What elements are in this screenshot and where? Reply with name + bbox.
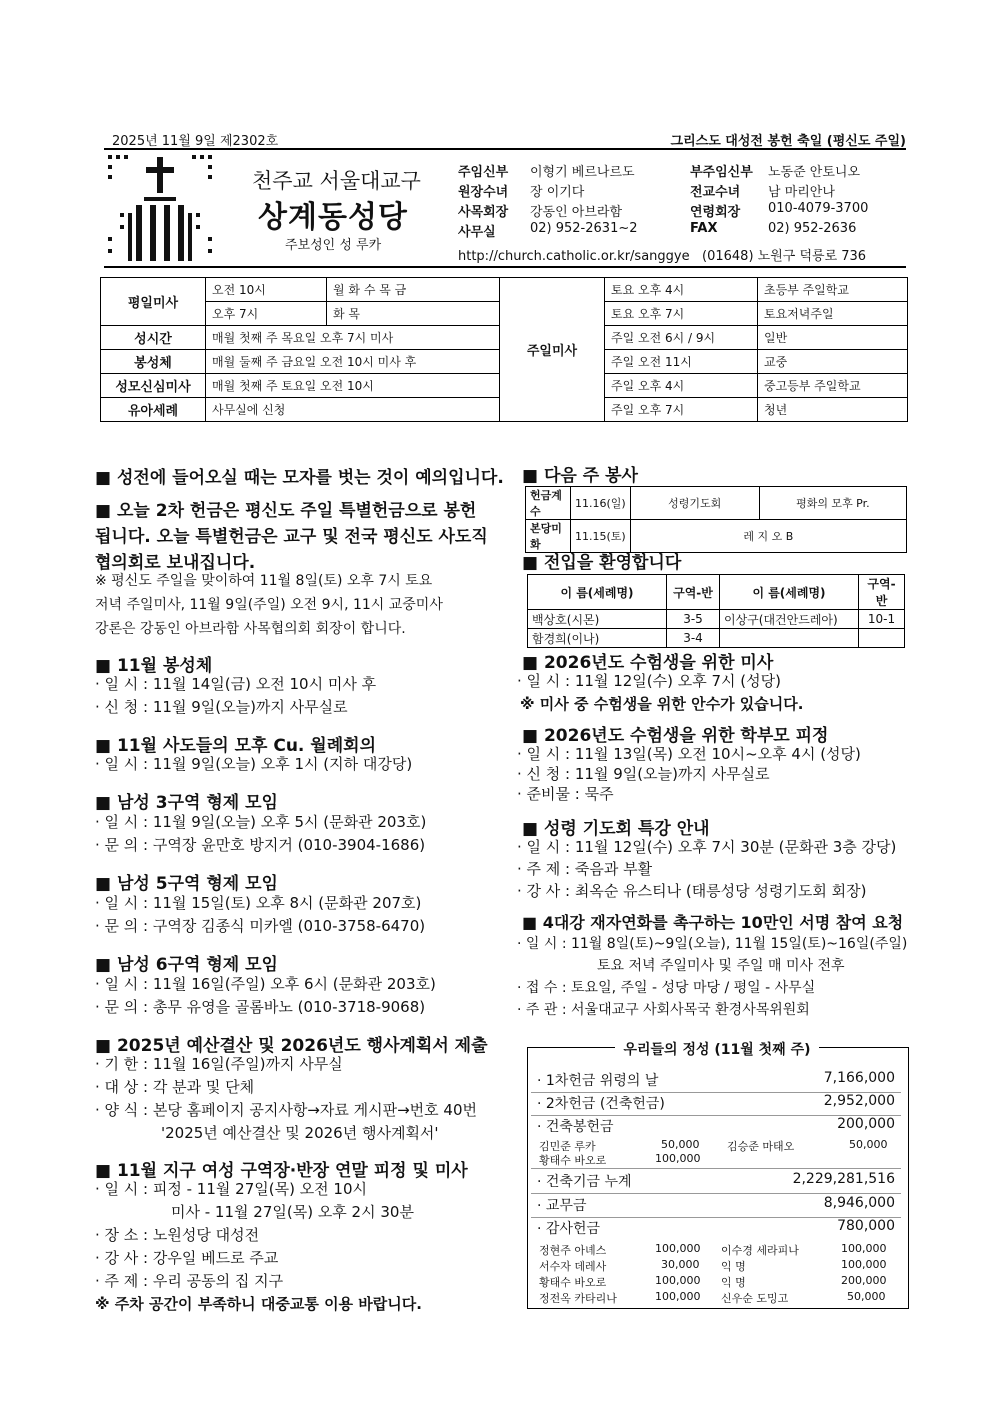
section-line: · 신 청 : 11월 9일(오늘)까지 사무실로 <box>517 765 770 783</box>
donor-name: 정전옥 카타리나 <box>539 1292 617 1305</box>
service-cell: 레 지 오 B <box>630 520 906 553</box>
schedule-cell: 중고등부 주일학교 <box>758 374 908 398</box>
parish-url[interactable]: http://church.catholic.or.kr/sanggye <box>458 249 690 264</box>
welcome-cell: 이상구(대건안드레아) <box>720 610 859 629</box>
section-line: · 기 한 : 11월 16일(주일)까지 사무실 <box>95 1055 343 1073</box>
offering-title-text: 우리들의 정성 (11월 첫째 주) <box>615 1042 818 1058</box>
donor-amount: 100,000 <box>655 1242 701 1255</box>
section-title: ■ 11월 봉성체 <box>95 656 213 676</box>
donor-name: 이수경 세라피나 <box>721 1244 799 1257</box>
offering-name: · 건축기금 누계 <box>537 1174 632 1190</box>
notice-offering-line: 협의회로 보내집니다. <box>95 553 256 573</box>
staff-value: 010-4079-3700 <box>768 201 869 216</box>
section-title: ■ 2026년도 수험생을 위한 학부모 피정 <box>522 726 829 746</box>
patron-saint: 주보성인 성 루카 <box>285 238 382 253</box>
offering-row <box>531 1070 901 1093</box>
staff-label: 사무실 <box>458 225 496 240</box>
notice-offering-line: ■ 오늘 2차 헌금은 평신도 주일 특별헌금으로 봉헌 <box>95 501 477 521</box>
section-title: ■ 다음 주 봉사 <box>522 466 638 486</box>
schedule-cell: 청년 <box>758 398 908 422</box>
offering-row <box>531 1195 901 1218</box>
donor-name: 신우순 도밍고 <box>721 1292 789 1305</box>
parish-logo-icon <box>106 153 216 263</box>
header-rule-top <box>104 148 906 150</box>
schedule-cell: 초등부 주일학교 <box>758 278 908 302</box>
schedule-row-label: 유아세례 <box>101 398 206 422</box>
staff-label: 사목회장 <box>458 205 509 220</box>
offering-amount: 780,000 <box>837 1218 895 1234</box>
staff-label: 주임신부 <box>458 165 509 180</box>
offering-name: · 2차헌금 (건축헌금) <box>537 1096 665 1112</box>
header-rule-bottom <box>104 266 906 268</box>
section-line: 토요 저녁 주일미사 및 주일 매 미사 전후 <box>597 958 845 974</box>
staff-value: 02) 952-2636 <box>768 221 857 236</box>
section-title: ■ 2025년 예산결산 및 2026년도 행사계획서 제출 <box>95 1036 488 1056</box>
service-cell: 11.16(일) <box>571 487 631 520</box>
welcome-cell: 3-4 <box>667 629 720 648</box>
donor-amount: 200,000 <box>841 1274 887 1287</box>
section-title: ■ 남성 6구역 형제 모임 <box>95 955 278 975</box>
donor-amount: 100,000 <box>655 1274 701 1287</box>
welcome-head: 구역-반 <box>667 575 720 610</box>
section-line: · 준비물 : 묵주 <box>517 785 614 803</box>
section-line: · 신 청 : 11월 9일(오늘)까지 사무실로 <box>95 698 348 716</box>
welcome-head: 이 름(세례명) <box>528 575 667 610</box>
section-title: ■ 성령 기도회 특강 안내 <box>522 819 710 839</box>
donor-name: 서수자 데레사 <box>539 1260 607 1273</box>
next-week-service-table <box>525 486 907 553</box>
service-cell: 헌금계수 <box>526 487 571 520</box>
section-note: ※ 미사 중 수험생을 위한 안수가 있습니다. <box>520 695 804 713</box>
weekday-mass-label: 평일미사 <box>101 278 206 326</box>
offering-name: · 교무금 <box>537 1198 587 1214</box>
section-line: · 일 시 : 11월 16일(주일) 오후 6시 (문화관 203호) <box>95 975 436 993</box>
donor-amount: 100,000 <box>655 1152 701 1165</box>
offering-amount: 200,000 <box>837 1116 895 1132</box>
section-line: · 일 시 : 11월 13일(목) 오전 10시~오후 4시 (성당) <box>517 745 861 763</box>
section-line: · 일 시 : 11월 8일(토)~9일(오늘), 11월 15일(토)~16일(주일) <box>517 936 908 952</box>
donor-amount: 100,000 <box>655 1290 701 1303</box>
staff-label: 원장수녀 <box>458 185 509 200</box>
parish-url-line <box>458 245 866 264</box>
service-cell: 본당미화 <box>526 520 571 553</box>
staff-value: 강동인 아브라함 <box>530 205 623 220</box>
offering-row <box>531 1218 901 1304</box>
section-title: ■ 2026년도 수험생을 위한 미사 <box>522 653 774 673</box>
sunday-mass-label: 주일미사 <box>500 278 605 422</box>
offering-row <box>531 1093 901 1116</box>
welcome-cell <box>859 629 905 648</box>
feast-name: 그리스도 대성전 봉헌 축일 (평신도 주일) <box>670 134 906 149</box>
donor-amount: 100,000 <box>841 1242 887 1255</box>
offering-row <box>531 1171 901 1194</box>
schedule-cell: 일반 <box>758 326 908 350</box>
offering-amount: 2,229,281,516 <box>792 1171 895 1187</box>
donor-name: 황태수 바오로 <box>539 1154 607 1167</box>
section-line: '2025년 예산결산 및 2026년 행사계획서' <box>161 1124 439 1142</box>
notice-offering-line: 됩니다. 오늘 특별헌금은 교구 및 전국 평신도 사도직 <box>95 527 488 547</box>
schedule-cell: 오전 10시 <box>206 278 327 302</box>
schedule-cell: 오후 7시 <box>206 302 327 326</box>
parish-name: 상계동성당 <box>258 200 408 235</box>
offering-title <box>527 1039 907 1059</box>
schedule-cell: 주일 오전 6시 / 9시 <box>605 326 758 350</box>
staff-label: 부주임신부 <box>690 165 753 180</box>
section-line: · 강 사 : 강우일 베드로 주교 <box>95 1249 279 1267</box>
service-cell: 평화의 모후 Pr. <box>759 487 906 520</box>
issue-number: 2025년 11월 9일 제2302호 <box>112 134 279 149</box>
schedule-cell: 월 화 수 목 금 <box>327 278 500 302</box>
service-cell: 11.15(토) <box>571 520 631 553</box>
donor-name: 정현주 아녜스 <box>539 1244 607 1257</box>
mass-schedule-table <box>100 277 908 422</box>
donor-name: 익 명 <box>721 1260 746 1273</box>
staff-label: FAX <box>690 221 718 236</box>
donor-amount: 50,000 <box>849 1138 888 1151</box>
offering-name: · 1차헌금 위령의 날 <box>537 1073 659 1089</box>
section-line: · 강 사 : 최옥순 유스티나 (태릉성당 성령기도회 회장) <box>517 882 867 900</box>
section-title: ■ 11월 사도들의 모후 Cu. 월례회의 <box>95 736 376 756</box>
section-line: · 대 상 : 각 분과 및 단체 <box>95 1078 255 1096</box>
schedule-cell: 토요 오후 4시 <box>605 278 758 302</box>
section-line: · 일 시 : 피정 - 11월 27일(목) 오전 10시 <box>95 1180 368 1198</box>
section-line: · 일 시 : 11월 9일(오늘) 오후 1시 (지하 대강당) <box>95 755 413 773</box>
welcome-cell: 3-5 <box>667 610 720 629</box>
welcome-table <box>527 574 905 648</box>
section-line: · 문 의 : 총무 유영을 골롬바노 (010-3718-9068) <box>95 998 426 1016</box>
section-line: · 접 수 : 토요일, 주일 - 성당 마당 / 평일 - 사무실 <box>517 980 816 996</box>
section-line: · 일 시 : 11월 12일(수) 오후 7시 30분 (문화관 3층 강당) <box>517 838 897 856</box>
schedule-cell: 매월 첫째 주 목요일 오후 7시 미사 <box>206 326 500 350</box>
schedule-cell: 매월 첫째 주 토요일 오전 10시 <box>206 374 500 398</box>
section-line: · 주 제 : 죽음과 부활 <box>517 860 653 878</box>
schedule-cell: 화 목 <box>327 302 500 326</box>
staff-info <box>458 161 908 241</box>
donor-amount: 30,000 <box>661 1258 700 1271</box>
schedule-cell: 토요저녁주일 <box>758 302 908 326</box>
schedule-cell: 주일 오후 4시 <box>605 374 758 398</box>
schedule-cell: 토요 오후 7시 <box>605 302 758 326</box>
staff-value: 이형기 베르나르도 <box>530 165 635 180</box>
section-line: · 주 관 : 서울대교구 사회사목국 환경사목위원회 <box>517 1002 810 1018</box>
welcome-cell: 10-1 <box>859 610 905 629</box>
section-title: ■ 11월 지구 여성 구역장·반장 연말 피정 및 미사 <box>95 1161 468 1181</box>
section-title: ■ 전입을 환영합니다 <box>522 553 682 573</box>
staff-label: 전교수녀 <box>690 185 741 200</box>
welcome-cell: 함경희(이나) <box>528 629 667 648</box>
notice-hat: ■ 성전에 들어오실 때는 모자를 벗는 것이 예의입니다. <box>95 468 504 488</box>
offering-amount: 8,946,000 <box>823 1195 895 1211</box>
note-line: 강론은 강동인 아브라함 사목협의회 회장이 합니다. <box>95 621 406 637</box>
parking-note: ※ 주차 공간이 부족하니 대중교통 이용 바랍니다. <box>95 1295 422 1313</box>
staff-value: 노동준 안토니오 <box>768 165 861 180</box>
donor-name: 익 명 <box>721 1276 746 1289</box>
offering-row <box>531 1116 901 1169</box>
note-line: 저녁 주일미사, 11월 9일(주일) 오전 9시, 11시 교중미사 <box>95 597 443 613</box>
diocese-name: 천주교 서울대교구 <box>252 169 421 193</box>
section-line: · 양 식 : 본당 홈페이지 공지사항→자료 게시판→번호 40번 <box>95 1101 477 1119</box>
welcome-head: 이 름(세례명) <box>720 575 859 610</box>
service-cell: 성령기도회 <box>630 487 759 520</box>
donor-name: 김민준 루카 <box>539 1140 596 1153</box>
section-line: · 일 시 : 11월 14일(금) 오전 10시 미사 후 <box>95 675 377 693</box>
section-line: · 일 시 : 11월 12일(수) 오후 7시 (성당) <box>517 672 781 690</box>
schedule-row-label: 성시간 <box>101 326 206 350</box>
parish-address: (01648) 노원구 덕릉로 736 <box>702 249 867 264</box>
welcome-head: 구역-반 <box>859 575 905 610</box>
offering-amount: 2,952,000 <box>823 1093 895 1109</box>
donor-name: 황태수 바오로 <box>539 1276 607 1289</box>
welcome-cell: 백상호(시몬) <box>528 610 667 629</box>
donor-amount: 50,000 <box>661 1138 700 1151</box>
donor-name: 김승준 마태오 <box>727 1140 795 1153</box>
section-line: · 일 시 : 11월 15일(토) 오후 8시 (문화관 207호) <box>95 894 422 912</box>
offering-name: · 감사헌금 <box>537 1221 600 1237</box>
schedule-cell: 주일 오전 11시 <box>605 350 758 374</box>
section-line: 미사 - 11월 27일(목) 오후 2시 30분 <box>171 1203 414 1221</box>
section-line: · 문 의 : 구역장 김종식 미카엘 (010-3758-6470) <box>95 917 426 935</box>
schedule-row-label: 성모신심미사 <box>101 374 206 398</box>
section-title: ■ 4대강 재자연화를 촉구하는 10만인 서명 참여 요청 <box>522 913 904 932</box>
section-line: · 장 소 : 노원성당 대성전 <box>95 1226 260 1244</box>
schedule-cell: 사무실에 신청 <box>206 398 500 422</box>
donor-amount: 100,000 <box>841 1258 887 1271</box>
staff-value: 장 이기다 <box>530 185 585 200</box>
schedule-row-label: 봉성체 <box>101 350 206 374</box>
note-line: ※ 평신도 주일을 맞이하여 11월 8일(토) 오후 7시 토요 <box>95 573 433 589</box>
offering-name: · 건축봉헌금 <box>537 1119 614 1135</box>
section-line: · 주 제 : 우리 공동의 집 지구 <box>95 1272 284 1290</box>
welcome-cell <box>720 629 859 648</box>
section-title: ■ 남성 5구역 형제 모임 <box>95 874 278 894</box>
schedule-cell: 교중 <box>758 350 908 374</box>
section-title: ■ 남성 3구역 형제 모임 <box>95 793 278 813</box>
staff-value: 남 마리안나 <box>768 185 835 200</box>
section-line: · 일 시 : 11월 9일(오늘) 오후 5시 (문화관 203호) <box>95 813 427 831</box>
staff-value: 02) 952-2631~2 <box>530 221 638 236</box>
donor-amount: 50,000 <box>847 1290 886 1303</box>
section-line: · 문 의 : 구역장 윤만호 방지거 (010-3904-1686) <box>95 836 426 854</box>
staff-label: 연령회장 <box>690 205 741 220</box>
schedule-cell: 매월 둘째 주 금요일 오전 10시 미사 후 <box>206 350 500 374</box>
schedule-cell: 주일 오후 7시 <box>605 398 758 422</box>
offering-amount: 7,166,000 <box>823 1070 895 1086</box>
